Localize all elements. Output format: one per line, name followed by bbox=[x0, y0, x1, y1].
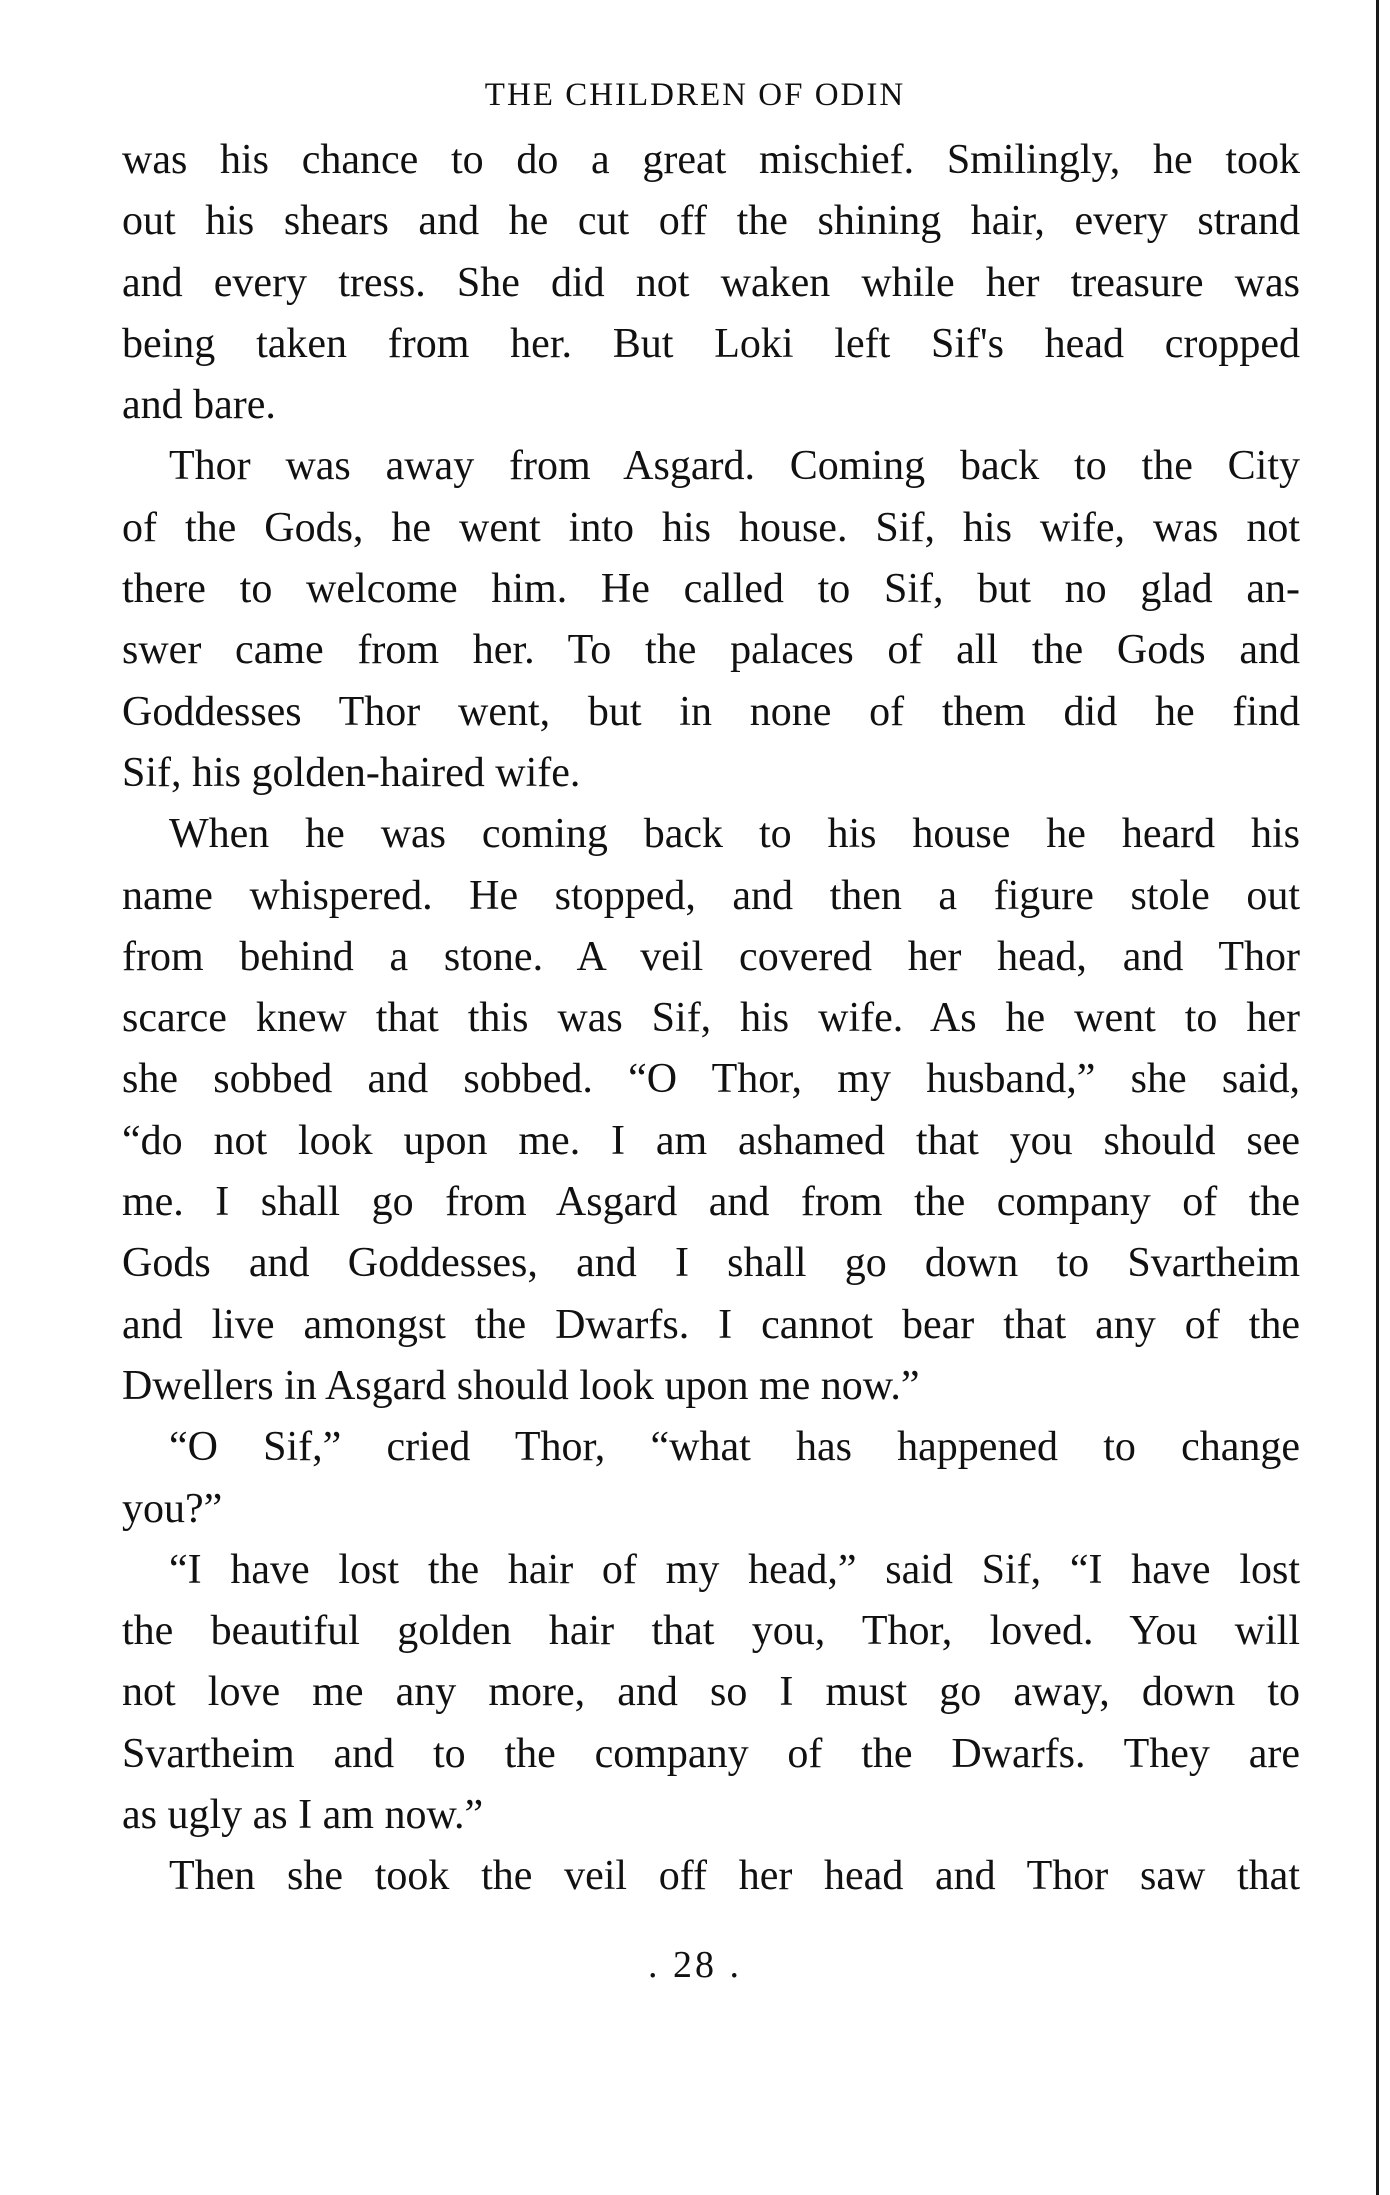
text-line: from behind a stone. A veil covered her head, and Thor bbox=[122, 933, 1300, 980]
text-line: being taken from her. But Loki left Sif's head cropped bbox=[122, 320, 1300, 367]
text-line: “I have lost the hair of my head,” said Sif, “I have lost bbox=[169, 1546, 1300, 1593]
text-line: and every tress. She did not waken while her treasure was bbox=[122, 259, 1300, 306]
text-line: there to welcome him. He called to Sif, but no glad an- bbox=[122, 566, 1300, 613]
text-line: and bare. bbox=[122, 382, 276, 429]
text-line: me. I shall go from Asgard and from the company of the bbox=[122, 1179, 1300, 1226]
text-line: scarce knew that this was Sif, his wife. As he went to her bbox=[122, 995, 1300, 1042]
text-line: swer came from her. To the palaces of all the Gods and bbox=[122, 627, 1300, 674]
text-line: out his shears and he cut off the shining hair, every strand bbox=[122, 198, 1300, 245]
text-line: Thor was away from Asgard. Coming back to the City bbox=[169, 443, 1300, 490]
text-line: she sobbed and sobbed. “O Thor, my husband,” she said, bbox=[122, 1056, 1300, 1103]
text-line: Gods and Goddesses, and I shall go down to Svartheim bbox=[122, 1240, 1300, 1287]
text-line: and live amongst the Dwarfs. I cannot bear that any of the bbox=[122, 1301, 1300, 1348]
page-edge-line bbox=[1376, 0, 1379, 2195]
text-line: Then she took the veil off her head and Thor saw that bbox=[169, 1853, 1300, 1900]
text-line: When he was coming back to his house he heard his bbox=[169, 811, 1300, 858]
text-line: you?” bbox=[122, 1485, 223, 1532]
text-line: Goddesses Thor went, but in none of them did he find bbox=[122, 688, 1300, 735]
text-line: “do not look upon me. I am ashamed that you should see bbox=[122, 1117, 1300, 1164]
text-line: “O Sif,” cried Thor, “what has happened to change bbox=[169, 1424, 1300, 1471]
running-head: THE CHILDREN OF ODIN bbox=[484, 77, 906, 113]
body-text bbox=[122, 130, 1300, 1908]
text-line: the beautiful golden hair that you, Thor, loved. You will bbox=[122, 1608, 1300, 1655]
page-number: . 28 . bbox=[648, 1944, 742, 1986]
text-line: not love me any more, and so I must go away, down to bbox=[122, 1669, 1300, 1716]
text-line: name whispered. He stopped, and then a figure stole out bbox=[122, 872, 1300, 919]
text-line: was his chance to do a great mischief. Smilingly, he took bbox=[122, 137, 1300, 183]
text-line: Svartheim and to the company of the Dwarfs. They are bbox=[122, 1730, 1300, 1777]
text-line: Dwellers in Asgard should look upon me now.” bbox=[122, 1362, 920, 1409]
text-line: of the Gods, he went into his house. Sif, his wife, was not bbox=[122, 504, 1300, 551]
text-line: Sif, his golden-haired wife. bbox=[122, 749, 581, 796]
text-line: as ugly as I am now.” bbox=[122, 1792, 484, 1839]
